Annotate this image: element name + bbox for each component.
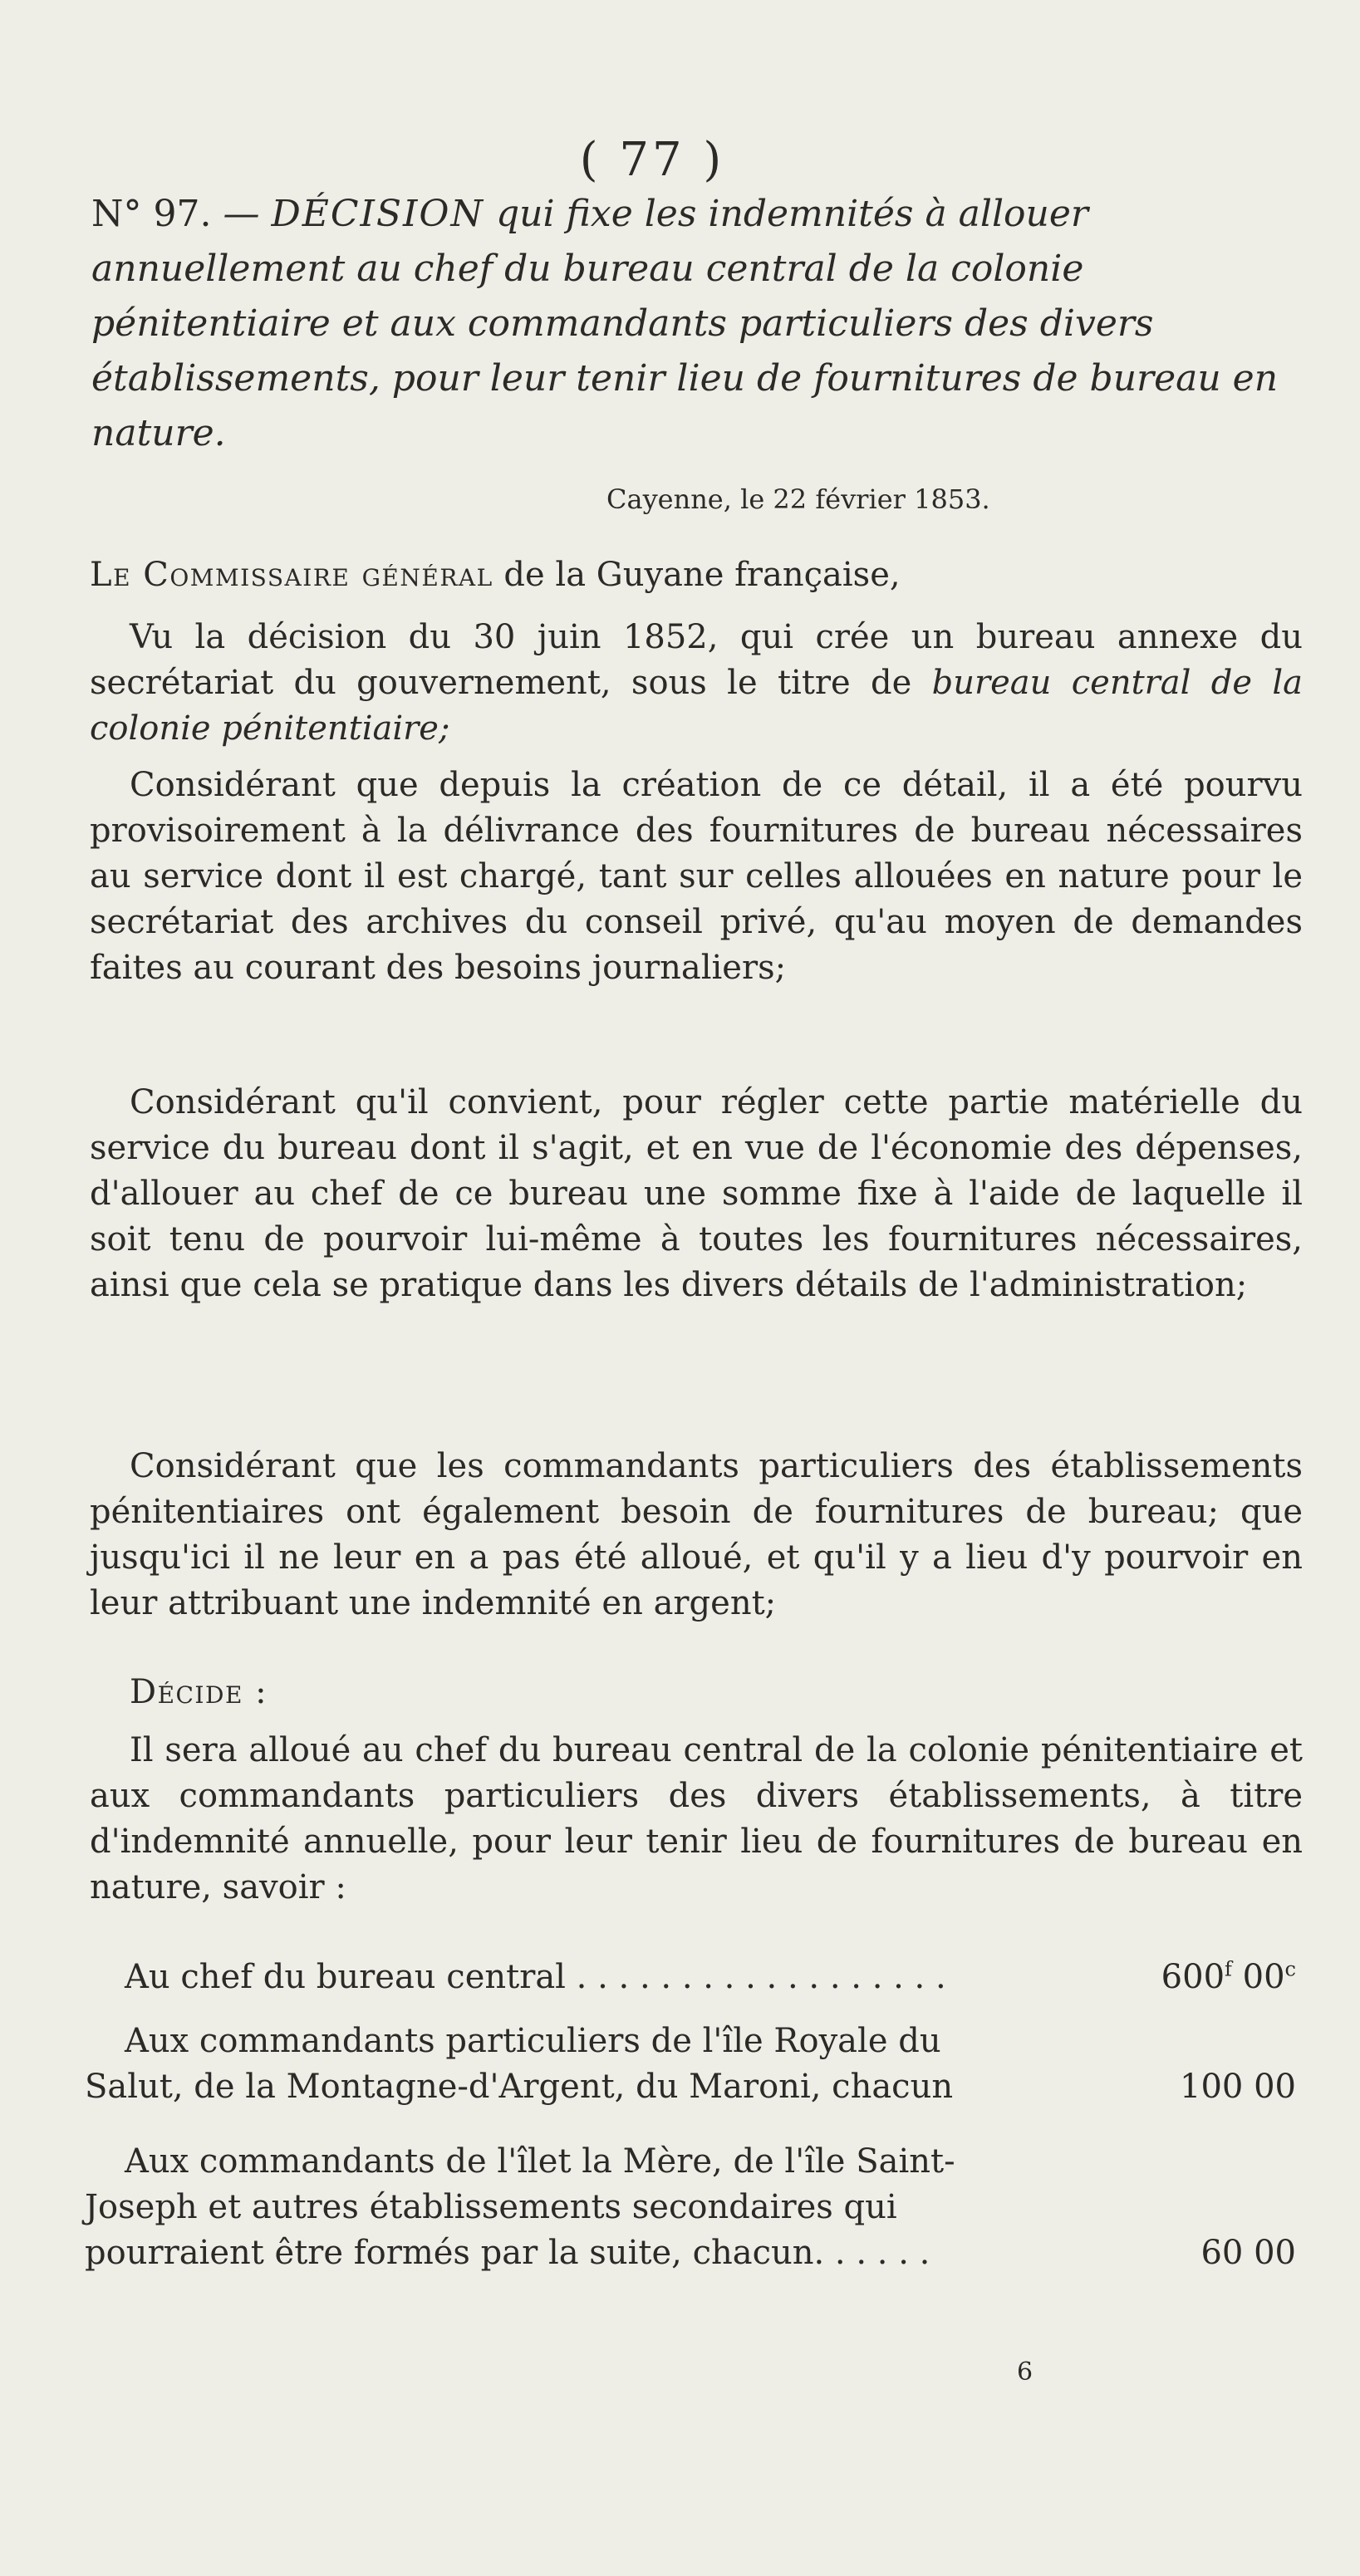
allocation-row [85, 2139, 1296, 2276]
commissaire-rest: de la Guyane française, [493, 556, 901, 594]
title-rest: qui fixe les indemnités à allouer annuellement au chef du bureau central de la colonie pénitentiaire et aux commandants particuliers des divers établissements, pour leur tenir lieu de fournitures de bureau en nature. [91, 193, 1279, 454]
signature-mark: 6 [1017, 2358, 1034, 2387]
dateline: Cayenne, le 22 février 1853. [606, 483, 990, 515]
paragraph-vu [90, 615, 1303, 752]
title-dash: — [211, 193, 272, 235]
allocation-label-line: Joseph et autres établissements secondaires qui [85, 2188, 897, 2226]
paragraph-considerant-1: Considérant que depuis la création de ce détail, il a été pourvu provisoirement à la délivrance des fournitures de bureau nécessaires au service dont il est chargé, tant sur celles allouées en nature pour le secrétariat des archives du conseil privé, qu'au moyen de demandes faites au courant des besoins journaliers; [90, 766, 1303, 987]
paragraph-article: Il sera alloué au chef du bureau central de la colonie pénitentiaire et aux commandants particuliers des divers établissements, à titre d'indemnité annuelle, pour leur tenir lieu de fournitures de bureau en nature, savoir : [90, 1731, 1303, 1906]
decide-heading: Décide : [130, 1673, 268, 1711]
allocation-label-line: pourraient être formés par la suite, chacun. . . . . . [85, 2234, 930, 2272]
allocation-amount: 60 00 [1200, 2234, 1296, 2272]
paragraph-considerant-2: Considérant qu'il convient, pour régler cette partie matérielle du service du bureau dont il s'agit, et en vue de l'économie des dépenses, d'allouer au chef de ce bureau une somme fixe à l'aide de laquelle il soit tenu de pourvoir lui-même à toutes les fournitures nécessaires, ainsi que cela se pratique dans les divers détails de l'administration; [90, 1083, 1303, 1304]
allocation-label-line: Salut, de la Montagne-d'Argent, du Maroni, chacun [85, 2068, 954, 2106]
vu-italic-text: bureau central de la colonie pénitentiaire; [90, 664, 1303, 748]
allocation-row [85, 2019, 1296, 2110]
allocation-label-line: Aux commandants particuliers de l'île Royale du [125, 2022, 941, 2060]
paragraph-considerant-3: Considérant que les commandants particuliers des établissements pénitentiaires ont également besoin de fournitures de bureau; que jusqu'ici il ne leur en a pas été alloué, et qu'il y a lieu d'y pourvoir en leur attribuant une indemnité en argent; [90, 1447, 1303, 1622]
allocation-label-line: Aux commandants de l'îlet la Mère, de l'île Saint- [125, 2142, 955, 2181]
vu-text: Vu la décision du 30 juin 1852, qui crée un bureau annexe du secrétariat du gouvernement, sous le titre de [90, 618, 1303, 702]
title-decision-word: DÉCISION [271, 193, 484, 235]
allocation-row [125, 1955, 1296, 2000]
allocation-amount: 600$^f$ 00$^c$ [1161, 1957, 1296, 1996]
allocation-label: Au chef du bureau central . . . . . . . . . . . . . . . . . . [125, 1958, 946, 1996]
page-number: ( 77 ) [579, 133, 725, 187]
commissaire-heading: Le Commissaire général [90, 556, 493, 594]
preamble [90, 552, 1303, 598]
decision-number: N° 97. [91, 193, 212, 235]
decision-title [91, 187, 1279, 461]
allocation-amount: 100 00 [1180, 2068, 1296, 2106]
